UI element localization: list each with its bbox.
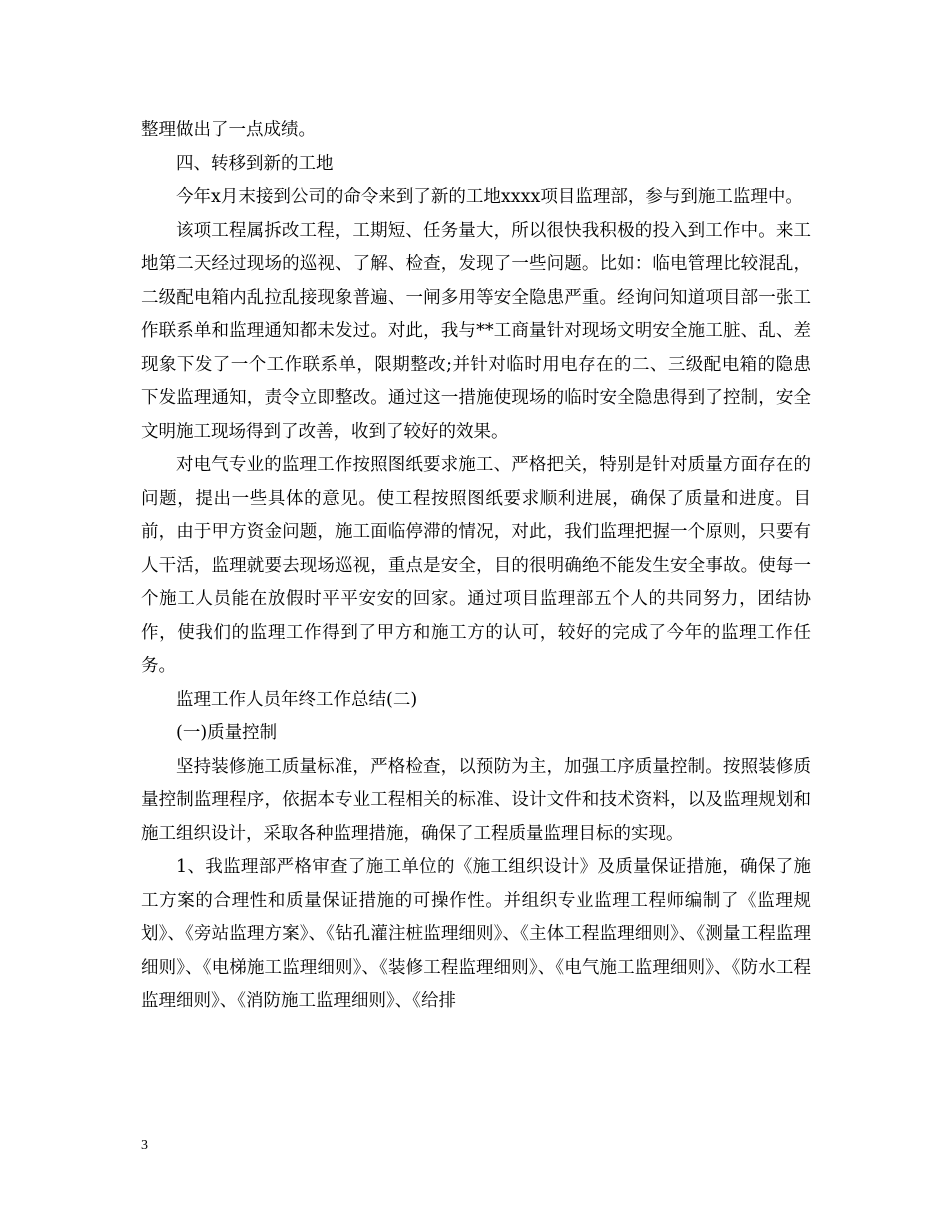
section-title-summary-two: 监理工作人员年终工作总结(二): [176, 689, 418, 710]
paragraph-new-site-arrival: 今年x月末接到公司的命令来到了新的工地xxxx项目监理部，参与到施工监理中。: [176, 187, 803, 207]
section-heading-quality-control: (一)质量控制: [176, 723, 278, 743]
paragraph-quality-standards: 坚持装修施工质量标准，严格检查，以预防为主，加强工序质量控制。按照装修质量控制监理程序，依据本专业工程相关的标准、设计文件和技术资料，以及监理规划和施工组织设计，采取各种监理措施，确保了工程质量监理目标的实现。: [141, 756, 811, 844]
section-heading-new-site: 四、转移到新的工地: [176, 153, 334, 174]
paragraph-construction-plan-review: 1、我监理部严格审查了施工单位的《施工组织设计》及质量保证措施，确保了施工方案的合理性和质量保证措施的可操作性。并组织专业监理工程师编制了《监理规划》、《旁站监理方案》、《钻孔灌注桩监理细则》、《主体工程监理细则》、《测量工程监理细则》、《电梯施工监理细则》、《装修工程监理细则》、《电气施工监理细则》、《防水工程监理细则》、《消防施工监理细则》、《给排: [141, 857, 811, 1011]
page-number: 3: [141, 1138, 148, 1153]
paragraph-continuation: 整理做出了一点成绩。: [141, 120, 316, 140]
document-body: [141, 114, 811, 1019]
paragraph-site-inspection: 该项工程属拆改工程，工期短、任务量大，所以很快我积极的投入到工作中。来工地第二天经过现场的巡视、了解、检查，发现了一些问题。比如：临电管理比较混乱，二级配电箱内乱拉乱接现象普遍、一闸多用等安全隐患严重。经询问知道项目部一张工作联系单和监理通知都未发过。对此，我与**工商量针对现场文明安全施工脏、乱、差现象下发了一个工作联系单，限期整改;并针对临时用电存在的二、三级配电箱的隐患下发监理通知，责令立即整改。通过这一措施使现场的临时安全隐患得到了控制，安全文明施工现场得到了改善，收到了较好的效果。: [141, 220, 811, 442]
paragraph-electrical-supervision: 对电气专业的监理工作按照图纸要求施工、严格把关，特别是针对质量方面存在的问题，提出一些具体的意见。使工程按照图纸要求顺利进展，确保了质量和进度。目前，由于甲方资金问题，施工面临停滞的情况，对此，我们监理把握一个原则，只要有人干活，监理就要去现场巡视，重点是安全，目的很明确绝不能发生安全事故。使每一个施工人员能在放假时平平安安的回家。通过项目监理部五个人的共同努力，团结协作，使我们的监理工作得到了甲方和施工方的认可，较好的完成了今年的监理工作任务。: [141, 455, 811, 676]
